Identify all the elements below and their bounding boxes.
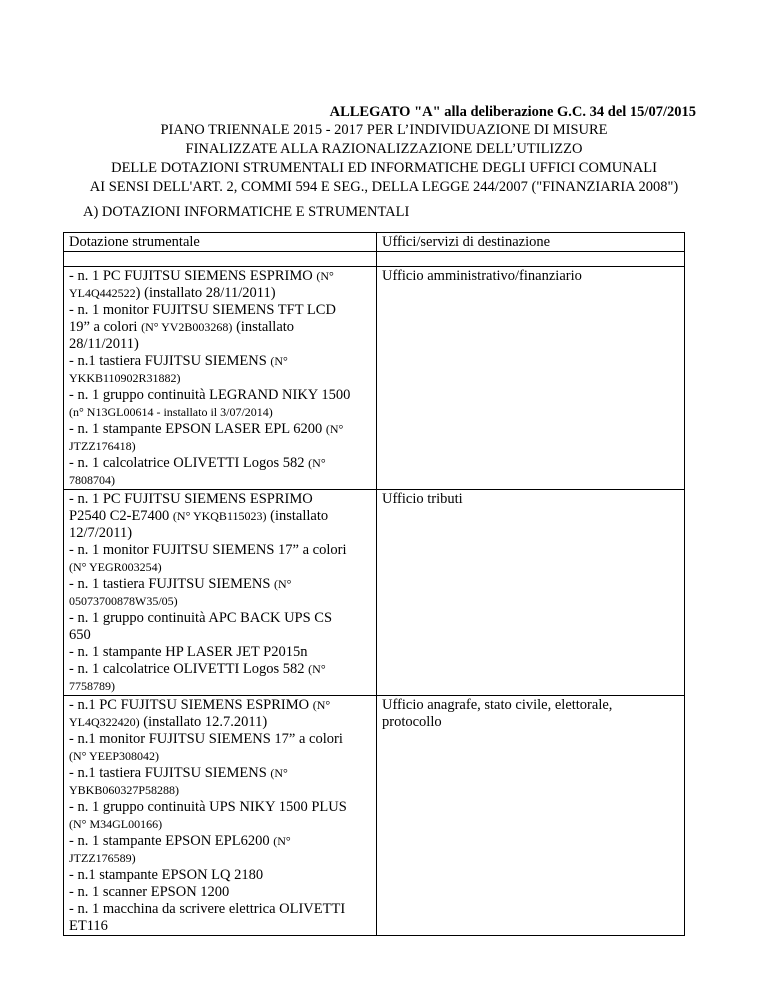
equipment-text: 7758789) — [69, 679, 115, 693]
equipment-text: - n. 1 PC FUJITSU SIEMENS ESPRIMO — [69, 491, 313, 507]
equipment-line — [69, 610, 371, 627]
equipment-text: - n. 1 stampante EPSON EPL6200 — [69, 833, 274, 849]
equipment-cell — [64, 267, 377, 490]
equipment-text: (N° YKQB115023) — [172, 509, 267, 523]
equipment-text: (N° — [308, 456, 326, 470]
plan-title-line: FINALIZZATE ALLA RAZIONALIZZAZIONE DELL’UTILIZZO — [185, 141, 583, 157]
equipment-text: 650 — [69, 627, 91, 643]
equipment-text: 19” a colori — [69, 319, 142, 335]
equipment-text: (N° YEEP308042) — [69, 749, 160, 763]
table-spacer-row — [64, 252, 685, 267]
table-row — [64, 696, 685, 936]
section-heading: A) DOTAZIONI INFORMATICHE E STRUMENTALI — [83, 204, 410, 220]
equipment-text: - n. 1 scanner EPSON 1200 — [69, 884, 230, 900]
equipment-line — [69, 901, 371, 918]
equipment-text: - n. 1 gruppo continuità APC BACK UPS CS — [69, 610, 333, 626]
equipment-text: (N° — [312, 698, 331, 712]
equipment-line — [69, 472, 371, 489]
equipment-line — [69, 644, 371, 661]
empty-cell — [377, 252, 685, 267]
equipment-text: (installato — [266, 508, 329, 524]
equipment-line — [69, 268, 371, 285]
equipment-text: - n. 1 monitor FUJITSU SIEMENS 17” a colori — [69, 542, 347, 558]
equipment-text: - n.1 PC FUJITSU SIEMENS ESPRIMO — [69, 697, 313, 713]
office-cell: Ufficio tributi — [377, 490, 685, 696]
column-header-offices: Uffici/servizi di destinazione — [377, 233, 685, 252]
equipment-text: - n. 1 calcolatrice OLIVETTI Logos 582 — [69, 455, 309, 471]
equipment-text: (N° YV2B003268) — [141, 320, 233, 334]
equipment-line — [69, 918, 371, 935]
equipment-text: (installato — [232, 319, 295, 335]
equipment-text: YBKB060327P58288) — [69, 783, 180, 797]
equipment-text: YL4Q442522 — [69, 286, 136, 300]
empty-cell — [64, 252, 377, 267]
equipment-text: - n. 1 calcolatrice OLIVETTI Logos 582 — [69, 661, 309, 677]
equipment-line — [69, 542, 371, 559]
equipment-text: - n. 1 monitor FUJITSU SIEMENS TFT LCD — [69, 302, 336, 318]
office-cell: Ufficio amministrativo/finanziario — [377, 267, 685, 490]
equipment-text: YKKB110902R31882) — [69, 371, 181, 385]
equipment-text: - n.1 tastiera FUJITSU SIEMENS — [69, 353, 271, 369]
equipment-line — [69, 455, 371, 472]
equipment-line — [69, 731, 371, 748]
plan-title-line: PIANO TRIENNALE 2015 - 2017 PER L’INDIVIDUAZIONE DI MISURE — [160, 122, 608, 138]
equipment-line — [69, 850, 371, 867]
equipment-line — [69, 782, 371, 799]
equipment-text: ET116 — [69, 918, 108, 934]
equipment-text: JTZZ176418) — [69, 439, 136, 453]
table-row — [64, 267, 685, 490]
column-header-equipment: Dotazione strumentale — [64, 233, 377, 252]
equipment-text: (installato 12.7.2011) — [139, 714, 268, 730]
equipment-line — [69, 285, 371, 302]
equipment-text: - n.1 monitor FUJITSU SIEMENS 17” a colori — [69, 731, 343, 747]
equipment-text: 05073700878W35/05) — [69, 594, 178, 608]
equipment-line — [69, 627, 371, 644]
equipment-text: ) (installato 28/11/2011) — [135, 285, 276, 301]
equipment-line — [69, 336, 371, 353]
equipment-line — [69, 748, 371, 765]
equipment-line — [69, 370, 371, 387]
equipment-text: - n. 1 stampante EPSON LASER EPL 6200 — [69, 421, 326, 437]
equipment-text: - n. 1 gruppo continuità LEGRAND NIKY 1500 — [69, 387, 351, 403]
equipment-text: - n.1 stampante EPSON LQ 2180 — [69, 867, 264, 883]
plan-title-line: AI SENSI DELL'ART. 2, COMMI 594 E SEG., DELLA LEGGE 244/2007 ("FINANZIARIA 2008") — [89, 179, 679, 195]
equipment-line — [69, 387, 371, 404]
equipment-line — [69, 353, 371, 370]
equipment-line — [69, 525, 371, 542]
plan-title-line: DELLE DOTAZIONI STRUMENTALI ED INFORMATICHE DEGLI UFFICI COMUNALI — [111, 160, 657, 176]
equipment-text: (n° N13GL00614 - installato il 3/07/2014) — [69, 405, 273, 419]
equipment-text: - n. 1 macchina da scrivere elettrica OLIVETTI — [69, 901, 346, 917]
equipment-line — [69, 438, 371, 455]
equipment-line — [69, 765, 371, 782]
equipment-line — [69, 661, 371, 678]
equipment-text: JTZZ176589) — [69, 851, 136, 865]
equipment-text: (N° — [316, 269, 334, 283]
equipment-line — [69, 508, 371, 525]
equipment-text: (N° — [273, 834, 291, 848]
equipment-line — [69, 678, 371, 695]
equipment-cell — [64, 490, 377, 696]
equipment-text: P2540 C2-E7400 — [69, 508, 173, 524]
equipment-line — [69, 593, 371, 610]
table-row — [64, 490, 685, 696]
equipment-text: 7808704) — [69, 473, 115, 487]
equipment-text: (N° — [308, 662, 326, 676]
equipment-text: - n. 1 gruppo continuità UPS NIKY 1500 PLUS — [69, 799, 347, 815]
equipment-line — [69, 421, 371, 438]
equipment-line — [69, 799, 371, 816]
equipment-line — [69, 714, 371, 731]
equipment-text: - n. 1 tastiera FUJITSU SIEMENS — [69, 576, 275, 592]
equipment-line — [69, 302, 371, 319]
allegato-title: ALLEGATO "A" alla deliberazione G.C. 34 del 15/07/2015 — [329, 104, 696, 120]
equipment-line — [69, 884, 371, 901]
equipment-text: (N° — [270, 354, 288, 368]
equipment-text: 12/7/2011) — [69, 525, 133, 541]
table-header-row — [64, 233, 685, 252]
equipment-text: - n.1 tastiera FUJITSU SIEMENS — [69, 765, 271, 781]
equipment-text: (N° YEGR003254) — [69, 560, 162, 574]
equipment-text: (N° M34GL00166) — [69, 817, 163, 831]
plan-title — [0, 121, 768, 197]
equipment-line — [69, 491, 371, 508]
equipment-line — [69, 319, 371, 336]
equipment-text: 28/11/2011) — [69, 336, 139, 352]
equipment-text: - n. 1 PC FUJITSU SIEMENS ESPRIMO — [69, 268, 317, 284]
equipment-text: YL4Q322420) — [69, 715, 140, 729]
office-cell: Ufficio anagrafe, stato civile, elettorale, protocollo — [377, 696, 685, 936]
equipment-line — [69, 404, 371, 421]
equipment-text: (N° — [325, 422, 344, 436]
equipment-line — [69, 559, 371, 576]
equipment-text: - n. 1 stampante HP LASER JET P2015n — [69, 644, 308, 660]
equipment-cell — [64, 696, 377, 936]
equipment-line — [69, 867, 371, 884]
equipment-text: (N° — [274, 577, 292, 591]
equipment-line — [69, 697, 371, 714]
equipment-line — [69, 833, 371, 850]
equipment-line — [69, 816, 371, 833]
equipment-text: (N° — [270, 766, 288, 780]
equipment-line — [69, 576, 371, 593]
equipment-table — [63, 232, 685, 936]
